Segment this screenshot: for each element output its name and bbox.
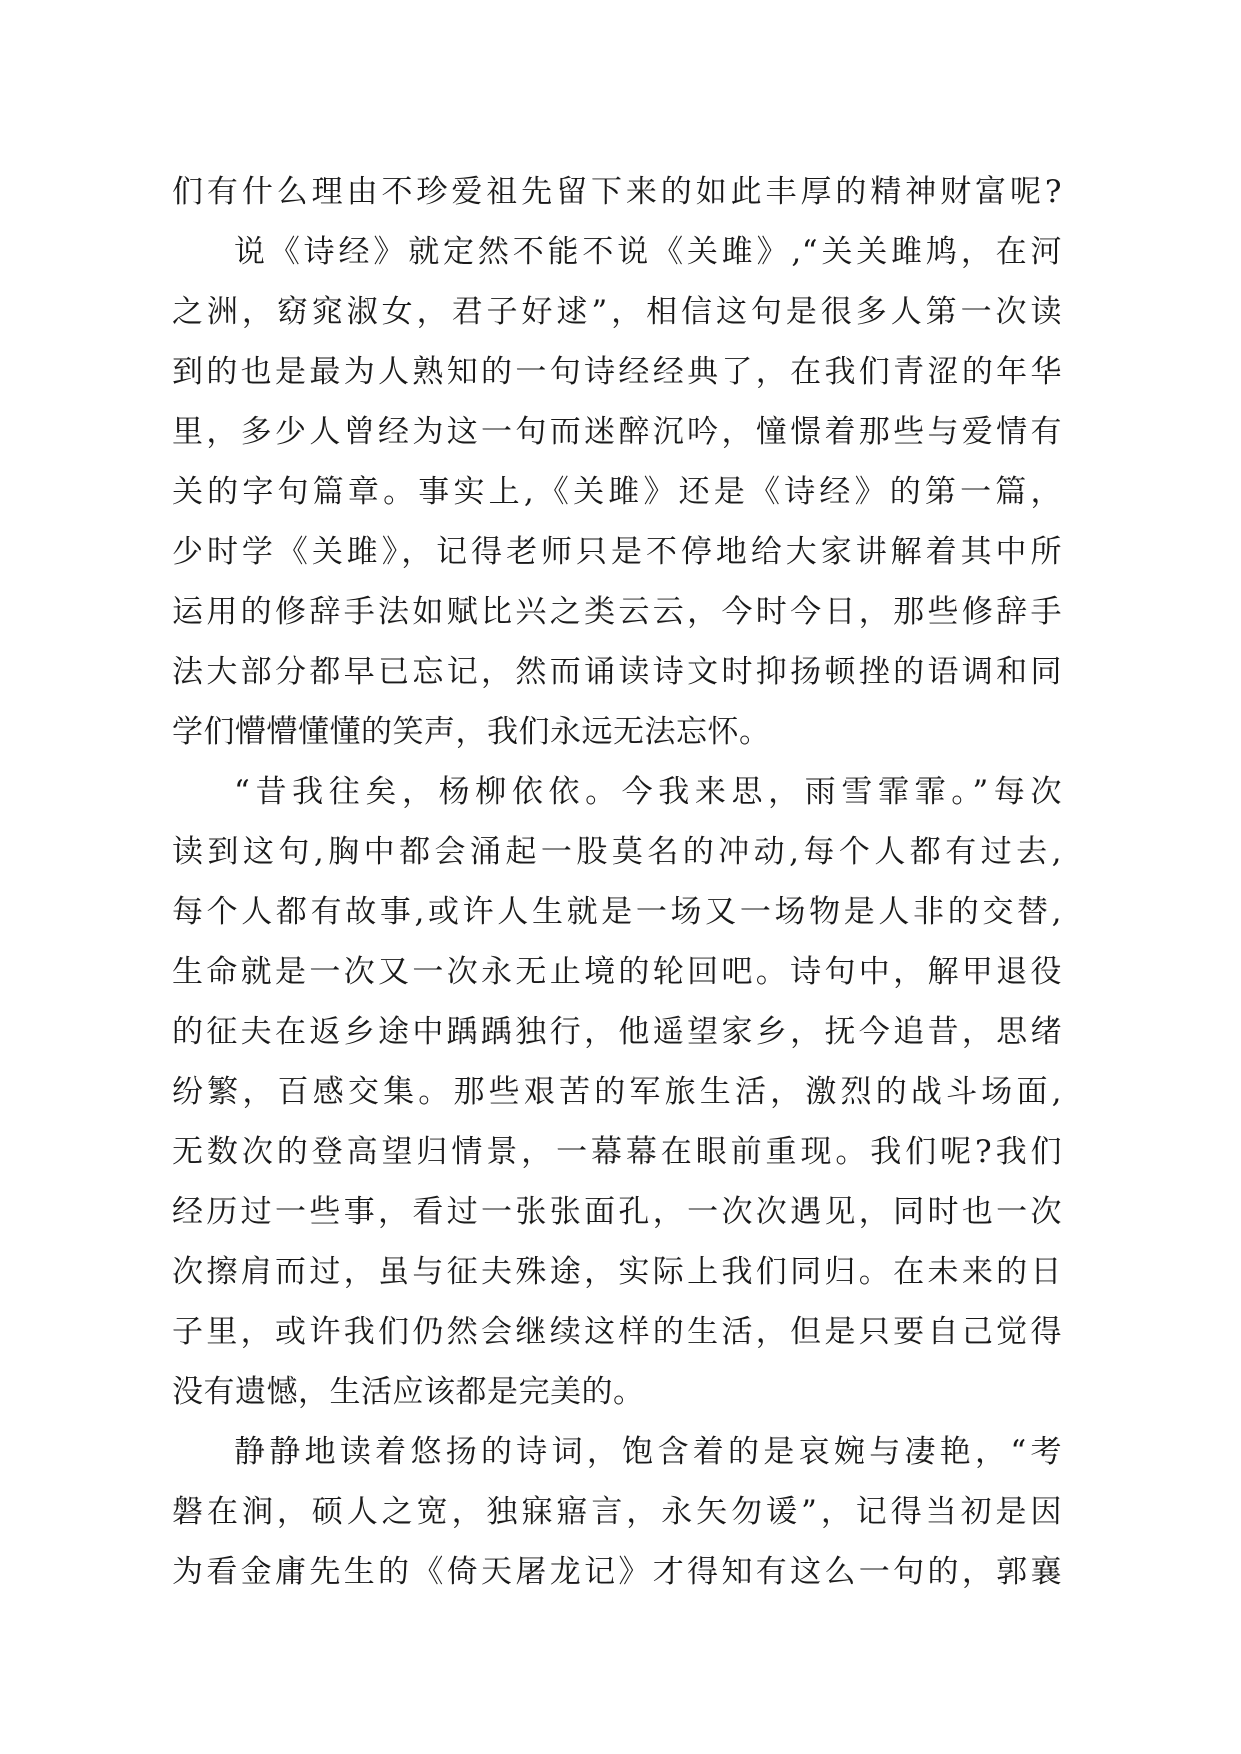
text-line: 法大部分都早已忘记，然而诵读诗文时抑扬顿挫的语调和同 bbox=[172, 654, 1062, 690]
text-line: 子里，或许我们仍然会继续这样的生活，但是只要自己觉得 bbox=[172, 1314, 1062, 1350]
text-line: 每个人都有故事,或许人生就是一场又一场物是人非的交替, bbox=[172, 894, 1062, 930]
text-line: 经历过一些事，看过一张张面孔，一次次遇见，同时也一次 bbox=[172, 1194, 1062, 1230]
text-line: 没有遗憾，生活应该都是完美的。 bbox=[172, 1374, 645, 1410]
body-text bbox=[172, 162, 1062, 1602]
text-line: 为看金庸先生的《倚天屠龙记》才得知有这么一句的，郭襄 bbox=[172, 1554, 1062, 1590]
text-line: 的征夫在返乡途中踽踽独行，他遥望家乡，抚今追昔，思绪 bbox=[172, 1014, 1062, 1050]
text-line: 纷繁，百感交集。那些艰苦的军旅生活，激烈的战斗场面, bbox=[172, 1074, 1062, 1110]
text-line: 里，多少人曾经为这一句而迷醉沉吟，憧憬着那些与爱情有 bbox=[172, 414, 1062, 450]
text-line: 学们懵懵懂懂的笑声，我们永远无法忘怀。 bbox=[172, 714, 771, 750]
text-line: 说《诗经》就定然不能不说《关雎》,“关关雎鸠，在河 bbox=[234, 234, 1062, 270]
text-line: 次擦肩而过，虽与征夫殊途，实际上我们同归。在未来的日 bbox=[172, 1254, 1062, 1290]
text-line: 关的字句篇章。事实上,《关雎》还是《诗经》的第一篇， bbox=[172, 474, 1062, 510]
text-line: 少时学《关雎》，记得老师只是不停地给大家讲解着其中所 bbox=[172, 534, 1062, 570]
text-line: 们有什么理由不珍爱祖先留下来的如此丰厚的精神财富呢? bbox=[172, 174, 1062, 210]
text-line: 之洲，窈窕淑女，君子好逑”，相信这句是很多人第一次读 bbox=[172, 294, 1062, 330]
text-line: 运用的修辞手法如赋比兴之类云云，今时今日，那些修辞手 bbox=[172, 594, 1062, 630]
text-line: 磐在涧，硕人之宽，独寐寤言，永矢勿谖”，记得当初是因 bbox=[172, 1494, 1062, 1530]
text-line: 静静地读着悠扬的诗词，饱含着的是哀婉与凄艳，“考 bbox=[234, 1434, 1062, 1470]
text-line: 读到这句,胸中都会涌起一股莫名的冲动,每个人都有过去, bbox=[172, 834, 1062, 870]
text-line: 无数次的登高望归情景，一幕幕在眼前重现。我们呢?我们 bbox=[172, 1134, 1062, 1170]
text-line: 到的也是最为人熟知的一句诗经经典了，在我们青涩的年华 bbox=[172, 354, 1062, 390]
text-line: “昔我往矣，杨柳依依。今我来思，雨雪霏霏。”每次 bbox=[234, 774, 1062, 810]
text-line: 生命就是一次又一次永无止境的轮回吧。诗句中，解甲退役 bbox=[172, 954, 1062, 990]
